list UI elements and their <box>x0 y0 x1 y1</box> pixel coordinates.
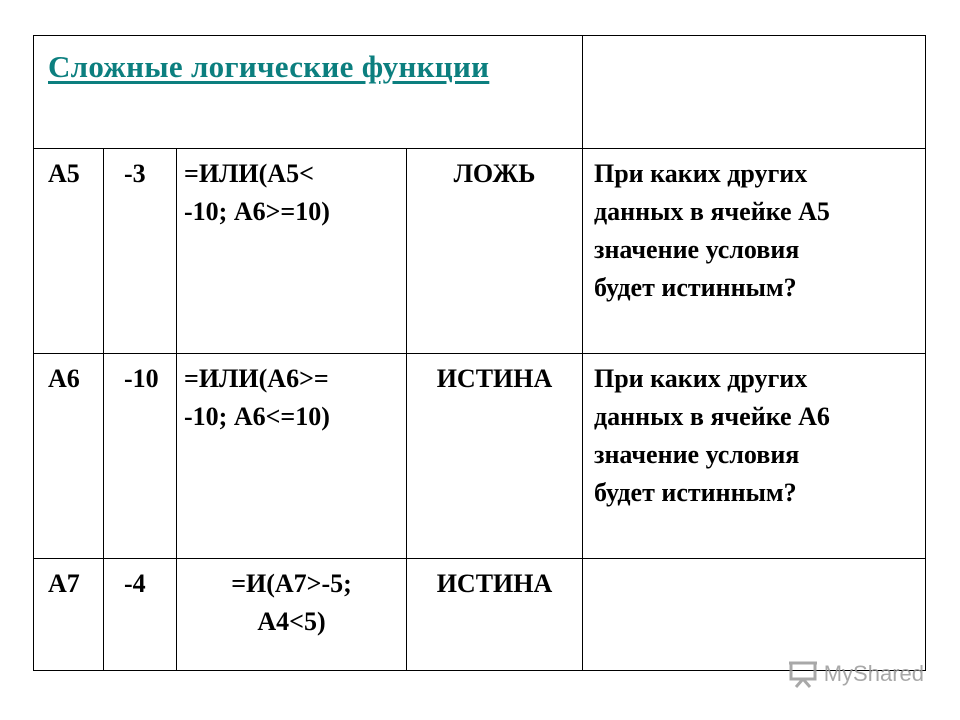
formula-line: =ИЛИ(А5< <box>184 159 314 188</box>
formula-line: А4<5) <box>257 607 326 636</box>
cell-question <box>583 149 926 354</box>
question-line: будет истинным? <box>594 273 797 302</box>
cell-address: А5 <box>34 149 104 354</box>
cell-value: -10 <box>104 354 177 559</box>
question-line: значение условия <box>594 440 800 469</box>
table-title-row <box>34 36 926 149</box>
question-line: При каких других <box>594 364 808 393</box>
cell-result: ИСТИНА <box>407 354 583 559</box>
question-line: данных в ячейке А6 <box>594 402 830 431</box>
formula-line: =ИЛИ(А6>= <box>184 364 329 393</box>
watermark-brand: MyShared <box>823 661 924 686</box>
title-cell <box>34 36 583 149</box>
page-title: Сложные логические функции <box>48 49 490 84</box>
logic-functions-table <box>33 35 926 671</box>
formula-line: -10; А6>=10) <box>184 197 330 226</box>
cell-value: -3 <box>104 149 177 354</box>
cell-address: А6 <box>34 354 104 559</box>
question-line: значение условия <box>594 235 800 264</box>
cell-formula <box>177 354 407 559</box>
cell-address: А7 <box>34 559 104 671</box>
empty-cell <box>583 36 926 149</box>
table-row <box>34 354 926 559</box>
cell-formula <box>177 559 407 671</box>
presentation-board-icon <box>788 660 818 688</box>
cell-result: ИСТИНА <box>407 559 583 671</box>
empty-cell <box>583 559 926 671</box>
table-row <box>34 559 926 671</box>
formula-line: -10; А6<=10) <box>184 402 330 431</box>
cell-value: -4 <box>104 559 177 671</box>
formula-line: =И(А7>-5; <box>231 569 352 598</box>
table-row <box>34 149 926 354</box>
cell-formula <box>177 149 407 354</box>
cell-result: ЛОЖЬ <box>407 149 583 354</box>
question-line: будет истинным? <box>594 478 797 507</box>
question-line: данных в ячейке А5 <box>594 197 830 226</box>
cell-question <box>583 354 926 559</box>
question-line: При каких других <box>594 159 808 188</box>
watermark <box>788 660 924 688</box>
